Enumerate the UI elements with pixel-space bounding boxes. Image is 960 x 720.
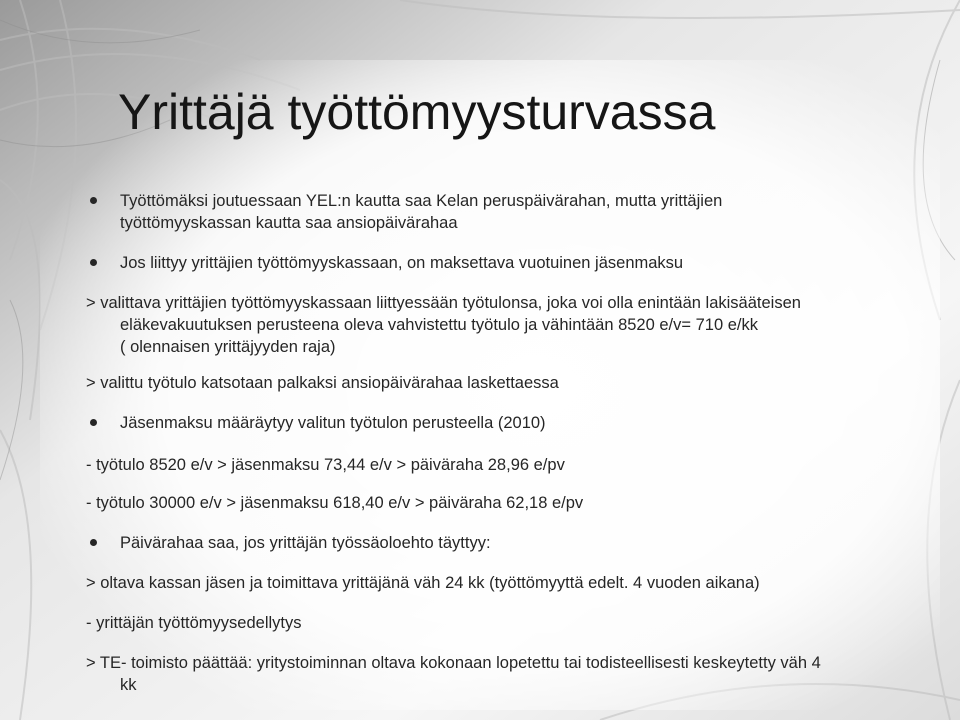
bullet-text: Jos liittyy yrittäjien työttömyyskassaan, on maksettava vuotuinen jäsenmaksu xyxy=(120,254,684,272)
sub-item-text: > TE- toimisto päättää: yritystoiminnan oltava kokonaan lopetettu tai todisteellisesti keskeytetty väh 4 xyxy=(86,654,821,672)
bullet-text: Jäsenmaksu määräytyy valitun työtulon perusteella (2010) xyxy=(120,414,546,432)
sub-item-text: - työtulo 8520 e/v > jäsenmaksu 73,44 e/v > päiväraha 28,96 e/pv xyxy=(86,456,565,474)
bullet-icon xyxy=(90,259,97,266)
sub-item-text: - yrittäjän työttömyysedellytys xyxy=(86,614,302,632)
bullet-icon xyxy=(90,539,97,546)
sub-item-text: > valittava yrittäjien työttömyyskassaan liittyessään työtulonsa, joka voi olla enintään lakisääteisen xyxy=(86,294,801,312)
sub-item-text: > valittu työtulo katsotaan palkaksi ansiopäivärahaa laskettaessa xyxy=(86,374,559,392)
sub-item-text: - työtulo 30000 e/v > jäsenmaksu 618,40 e/v > päiväraha 62,18 e/pv xyxy=(86,494,584,512)
bullet-text: Päivärahaa saa, jos yrittäjän työssäoloehto täyttyy: xyxy=(120,534,491,552)
bullet-text: Työttömäksi joutuessaan YEL:n kautta saa Kelan peruspäivärahan, mutta yrittäjien xyxy=(120,192,723,210)
bullet-icon xyxy=(90,419,97,426)
sub-item-text-continued: ( olennaisen yrittäjyyden raja) xyxy=(120,338,336,356)
bullet-text-continued: työttömyyskassan kautta saa ansiopäivärahaa xyxy=(120,214,458,232)
sub-item-text-continued: eläkevakuutuksen perusteena oleva vahvistettu työtulo ja vähintään 8520 e/v= 710 e/kk xyxy=(120,316,758,334)
sub-item-text: > oltava kassan jäsen ja toimittava yrittäjänä väh 24 kk (työttömyyttä edelt. 4 vuoden aikana) xyxy=(86,574,760,592)
sub-item-text-continued: kk xyxy=(120,676,137,694)
bullet-icon xyxy=(90,197,97,204)
slide-title: Yrittäjä työttömyysturvassa xyxy=(118,84,716,140)
